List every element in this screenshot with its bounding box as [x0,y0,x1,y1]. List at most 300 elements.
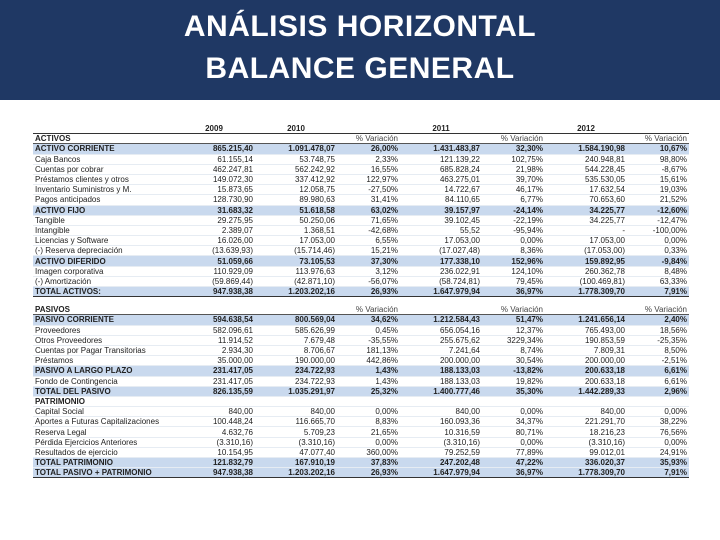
row-label: (-) Amortización [33,276,173,286]
value-2009: (13.639,93) [173,246,255,256]
value-2010: 7.679,48 [255,335,337,345]
value-2011: 188.133,03 [400,366,482,376]
table-row [33,225,689,235]
value-2010: 234.722,93 [255,366,337,376]
row-label: Pagos anticipados [33,195,173,205]
value-2011: 39.102,45 [400,215,482,225]
value-2011: 236.022,91 [400,266,482,276]
pct-2011: 39,70% [482,174,545,184]
row-label: Pérdida Ejercicios Anteriores [33,437,173,447]
value-2009: 51.059,66 [173,256,255,266]
value-2010: 47.077,40 [255,447,337,457]
pct-2012: 63,33% [627,276,689,286]
value-2010: 116.665,70 [255,417,337,427]
value-2010: 73.105,53 [255,256,337,266]
value-2012: 1.778.309,70 [545,468,627,478]
table-row [33,174,689,184]
value-2012: 34.225,77 [545,215,627,225]
table-row [33,447,689,457]
pct-2012: 6,61% [627,376,689,386]
row-label: Tangible [33,215,173,225]
value-2009: 11.914,52 [173,335,255,345]
table-row [33,256,689,266]
pct-2012: 21,52% [627,195,689,205]
pct-header-2010: % Variación [337,305,400,315]
pct-2010: 37,83% [337,458,400,468]
value-2009: 15.873,65 [173,185,255,195]
row-label: ACTIVO CORRIENTE [33,144,173,154]
pct-2012: 0,00% [627,236,689,246]
pct-2011: -22,19% [482,215,545,225]
pct-2012: 10,67% [627,144,689,154]
title-line-1: ANÁLISIS HORIZONTAL [183,10,537,43]
pct-2011: -13,82% [482,366,545,376]
value-2010: 190.000,00 [255,356,337,366]
value-2009: 4.632,76 [173,427,255,437]
value-2012: 34.225,77 [545,205,627,215]
row-label: Préstamos [33,356,173,366]
row-label: ACTIVO FIJO [33,205,173,215]
section-spacer [33,297,689,305]
row-label: Caja Bancos [33,154,173,164]
table-row [33,386,689,396]
pct-2012: 98,80% [627,154,689,164]
pct-2010: 2,33% [337,154,400,164]
value-2011: 17.053,00 [400,236,482,246]
table-row [33,437,689,447]
value-2011: 7.241,64 [400,345,482,355]
row-label: PASIVO CORRIENTE [33,315,173,325]
table-row [33,427,689,437]
value-2012: 1.584.190,98 [545,144,627,154]
value-2010: 840,00 [255,407,337,417]
table-row [33,266,689,276]
pct-2011: 36,97% [482,468,545,478]
pct-2010: 360,00% [337,447,400,457]
value-2009: 128.730,90 [173,195,255,205]
value-2011: 79.252,59 [400,447,482,457]
value-2012: 200.000,00 [545,356,627,366]
value-2012: 190.853,59 [545,335,627,345]
pct-2010: 71,65% [337,215,400,225]
pct-2011 [482,396,545,406]
pct-header-2012: % Variación [627,305,689,315]
pct-2011: 8,74% [482,345,545,355]
pct-2012: 7,91% [627,287,689,297]
value-2011: 685.828,24 [400,164,482,174]
table-row [33,407,689,417]
value-2010: 51.618,58 [255,205,337,215]
pct-2011: 34,37% [482,417,545,427]
value-2012: 221.291,70 [545,417,627,427]
pct-2011: 102,75% [482,154,545,164]
row-label: Resultados de ejercicio [33,447,173,457]
value-2010: 1.091.478,07 [255,144,337,154]
value-2009: 947.938,38 [173,287,255,297]
table-row [33,246,689,256]
pct-2010: -27,50% [337,185,400,195]
pct-2011: 0,00% [482,437,545,447]
pct-2012: 8,48% [627,266,689,276]
table-row [33,195,689,205]
value-2010: 562.242,92 [255,164,337,174]
pct-2010: 0,00% [337,437,400,447]
value-2012: 17.632,54 [545,185,627,195]
table-row [33,345,689,355]
pct-2010: 1,43% [337,376,400,386]
value-2009: 110.929,09 [173,266,255,276]
pct-2012 [627,396,689,406]
pct-2010: 21,65% [337,427,400,437]
table-row [33,315,689,325]
row-label: Aportes a Futuras Capitalizaciones [33,417,173,427]
value-2012: 200.633,18 [545,376,627,386]
value-2012: 99.012,01 [545,447,627,457]
value-2010: 337.412,92 [255,174,337,184]
value-2010: 53.748,75 [255,154,337,164]
value-2010: 1.368,51 [255,225,337,235]
row-label: TOTAL DEL PASIVO [33,386,173,396]
pct-2011: 6,77% [482,195,545,205]
pct-2012: 24,91% [627,447,689,457]
value-2010: 585.626,99 [255,325,337,335]
row-label: Licencias y Software [33,236,173,246]
pct-2010: 122,97% [337,174,400,184]
value-2011: 14.722,67 [400,185,482,195]
table-row [33,215,689,225]
value-2011: 188.133,03 [400,376,482,386]
pct-2010 [337,396,400,406]
table-row [33,366,689,376]
value-2011: 177.338,10 [400,256,482,266]
value-2012: 7.809,31 [545,345,627,355]
value-2009: 100.448,24 [173,417,255,427]
value-2010: 17.053,00 [255,236,337,246]
table-row [33,154,689,164]
value-2011: 656.054,16 [400,325,482,335]
value-2012: (100.469,81) [545,276,627,286]
row-label: Intangible [33,225,173,235]
value-2012: 535.530,05 [545,174,627,184]
value-2011: 39.157,97 [400,205,482,215]
row-label: PATRIMONIO [33,396,173,406]
value-2011: 1.647.979,94 [400,287,482,297]
row-label: Inventario Suministros y M. [33,185,173,195]
assets-heading: ACTIVOS [33,134,173,144]
pct-2011: 36,97% [482,287,545,297]
value-2012: 260.362,78 [545,266,627,276]
value-2009: 35.000,00 [173,356,255,366]
pct-2012: 38,22% [627,417,689,427]
row-label: Préstamos clientes y otros [33,174,173,184]
value-2012: 840,00 [545,407,627,417]
pct-2012: -2,51% [627,356,689,366]
row-label: Reserva Legal [33,427,173,437]
pct-2012: 8,50% [627,345,689,355]
pct-2010: 63,02% [337,205,400,215]
pct-2012: 7,91% [627,468,689,478]
value-2010: (15.714,46) [255,246,337,256]
row-label: Cuentas por Pagar Transitorias [33,345,173,355]
value-2012: 1.241.656,14 [545,315,627,325]
pct-2010: 181,13% [337,345,400,355]
table-row [33,287,689,297]
pct-2010: 1,43% [337,366,400,376]
value-2011: 1.647.979,94 [400,468,482,478]
value-2011: 84.110,65 [400,195,482,205]
pct-2012: 0,00% [627,437,689,447]
value-2012: 159.892,95 [545,256,627,266]
year-header-row [33,124,689,134]
value-2010: 8.706,67 [255,345,337,355]
pct-2010: 8,83% [337,417,400,427]
pct-2010: 25,32% [337,386,400,396]
value-2011: (58.724,81) [400,276,482,286]
value-2011: 247.202,48 [400,458,482,468]
row-label: TOTAL ACTIVOS: [33,287,173,297]
liabilities-table [33,305,689,478]
value-2010: 50.250,06 [255,215,337,225]
value-2009: 840,00 [173,407,255,417]
value-2010: 1.035.291,97 [255,386,337,396]
value-2009: 865.215,40 [173,144,255,154]
slide-title [0,0,720,90]
value-2011: 200.000,00 [400,356,482,366]
value-2009 [173,396,255,406]
value-2011: 160.093,36 [400,417,482,427]
value-2012 [545,396,627,406]
pct-2011: -95,94% [482,225,545,235]
pct-2010: -35,55% [337,335,400,345]
pct-2010: -56,07% [337,276,400,286]
value-2010: 89.980,63 [255,195,337,205]
pct-2011: 3229,34% [482,335,545,345]
pct-2010: 34,62% [337,315,400,325]
value-2011: 1.400.777,46 [400,386,482,396]
pct-header-2011: % Variación [482,305,545,315]
value-2009: 149.072,30 [173,174,255,184]
value-2012: 17.053,00 [545,236,627,246]
pct-2012: -8,67% [627,164,689,174]
value-2009: 582.096,61 [173,325,255,335]
pct-2011: 35,30% [482,386,545,396]
pct-2011: 80,71% [482,427,545,437]
liabilities-heading: PASIVOS [33,305,173,315]
title-line-2: BALANCE GENERAL [205,52,515,85]
pct-header-2012: % Variación [627,134,689,144]
table-row [33,458,689,468]
table-row [33,276,689,286]
value-2009: 2.934,30 [173,345,255,355]
value-2012: 240.948,81 [545,154,627,164]
pct-2012: -12,60% [627,205,689,215]
pct-2011: 51,47% [482,315,545,325]
value-2012: 544.228,45 [545,164,627,174]
value-2009: 10.154,95 [173,447,255,457]
pct-2010: 26,00% [337,144,400,154]
row-label: ACTIVO DIFERIDO [33,256,173,266]
row-label: Capital Social [33,407,173,417]
pct-2010: 31,41% [337,195,400,205]
value-2009: 826.135,59 [173,386,255,396]
value-2009: (59.869,44) [173,276,255,286]
year-2010: 2010 [255,124,337,134]
value-2010: 167.910,19 [255,458,337,468]
table-row [33,236,689,246]
pct-2011: 21,98% [482,164,545,174]
table-row [33,376,689,386]
pct-2011: 12,37% [482,325,545,335]
value-2009: 29.275,95 [173,215,255,225]
value-2012: 1.778.309,70 [545,287,627,297]
table-row [33,164,689,174]
pct-2011: 47,22% [482,458,545,468]
year-2012: 2012 [545,124,627,134]
value-2009: 2.389,07 [173,225,255,235]
title-banner [0,0,720,100]
pct-2012: 15,61% [627,174,689,184]
value-2011: (3.310,16) [400,437,482,447]
pct-2011: 32,30% [482,144,545,154]
value-2010: 234.722,93 [255,376,337,386]
value-2011: 55,52 [400,225,482,235]
table-row [33,468,689,478]
value-2011: 255.675,62 [400,335,482,345]
pct-2012: 0,00% [627,407,689,417]
value-2011: 463.275,01 [400,174,482,184]
pct-2010: 0,45% [337,325,400,335]
pct-2010: 0,00% [337,407,400,417]
value-2011: 1.212.584,43 [400,315,482,325]
pct-2010: 26,93% [337,287,400,297]
pct-2010: 442,86% [337,356,400,366]
value-2010: 12.058,75 [255,185,337,195]
value-2012: - [545,225,627,235]
pct-2011: 0,00% [482,407,545,417]
row-label: (-) Reserva depreciación [33,246,173,256]
pct-2011: -24,14% [482,205,545,215]
assets-section-header [33,134,689,144]
value-2009: 61.155,14 [173,154,255,164]
table-row [33,144,689,154]
value-2009: 947.938,38 [173,468,255,478]
value-2010: (3.310,16) [255,437,337,447]
pct-2012: 2,96% [627,386,689,396]
value-2010: 1.203.202,16 [255,287,337,297]
row-label: Cuentas por cobrar [33,164,173,174]
value-2010: (42.871,10) [255,276,337,286]
pct-2010: 37,30% [337,256,400,266]
table-row [33,325,689,335]
value-2010 [255,396,337,406]
value-2010: 1.203.202,16 [255,468,337,478]
value-2012: 70.653,60 [545,195,627,205]
pct-2010: 6,55% [337,236,400,246]
value-2012: (17.053,00) [545,246,627,256]
value-2011 [400,396,482,406]
value-2011: (17.027,48) [400,246,482,256]
table-row [33,417,689,427]
row-label: Proveedores [33,325,173,335]
pct-2011: 0,00% [482,236,545,246]
pct-2012: 2,40% [627,315,689,325]
pct-2012: 35,93% [627,458,689,468]
pct-2012: -12,47% [627,215,689,225]
value-2009: 121.832,79 [173,458,255,468]
value-2012: 765.493,00 [545,325,627,335]
row-label: Otros Proveedores [33,335,173,345]
pct-2011: 77,89% [482,447,545,457]
value-2010: 5.709,23 [255,427,337,437]
table-row [33,396,689,406]
value-2010: 800.569,04 [255,315,337,325]
value-2009: 231.417,05 [173,376,255,386]
pct-2011: 30,54% [482,356,545,366]
pct-2011: 19,82% [482,376,545,386]
pct-2011: 8,36% [482,246,545,256]
pct-2011: 124,10% [482,266,545,276]
pct-2012: -25,35% [627,335,689,345]
table-row [33,356,689,366]
row-label: Imagen corporativa [33,266,173,276]
pct-2012: 19,03% [627,185,689,195]
value-2009: (3.310,16) [173,437,255,447]
assets-table [33,124,689,297]
pct-2010: -42,68% [337,225,400,235]
pct-2010: 26,93% [337,468,400,478]
table-row [33,335,689,345]
pct-2010: 3,12% [337,266,400,276]
value-2010: 113.976,63 [255,266,337,276]
liabilities-section-header [33,305,689,315]
value-2012: 200.633,18 [545,366,627,376]
value-2009: 231.417,05 [173,366,255,376]
table-row [33,205,689,215]
pct-2011: 46,17% [482,185,545,195]
value-2009: 462.247,81 [173,164,255,174]
value-2012: 18.216,23 [545,427,627,437]
year-2009: 2009 [173,124,255,134]
table-row [33,185,689,195]
value-2012: 1.442.289,33 [545,386,627,396]
value-2009: 594.638,54 [173,315,255,325]
year-2011: 2011 [400,124,482,134]
pct-header-2011: % Variación [482,134,545,144]
pct-2012: -9,84% [627,256,689,266]
pct-2011: 152,96% [482,256,545,266]
pct-2010: 15,21% [337,246,400,256]
value-2011: 1.431.483,87 [400,144,482,154]
pct-2011: 79,45% [482,276,545,286]
row-label: TOTAL PATRIMONIO [33,458,173,468]
pct-2010: 16,55% [337,164,400,174]
pct-2012: 0,33% [627,246,689,256]
value-2012: 336.020,37 [545,458,627,468]
value-2011: 10.316,59 [400,427,482,437]
value-2012: (3.310,16) [545,437,627,447]
balance-sheet [33,124,689,478]
pct-2012: 76,56% [627,427,689,437]
value-2009: 16.026,00 [173,236,255,246]
row-label: Fondo de Contingencia [33,376,173,386]
value-2011: 840,00 [400,407,482,417]
pct-header-2010: % Variación [337,134,400,144]
value-2009: 31.683,32 [173,205,255,215]
value-2011: 121.139,22 [400,154,482,164]
row-label: TOTAL PASIVO + PATRIMONIO [33,468,173,478]
pct-2012: 18,56% [627,325,689,335]
row-label: PASIVO A LARGO PLAZO [33,366,173,376]
